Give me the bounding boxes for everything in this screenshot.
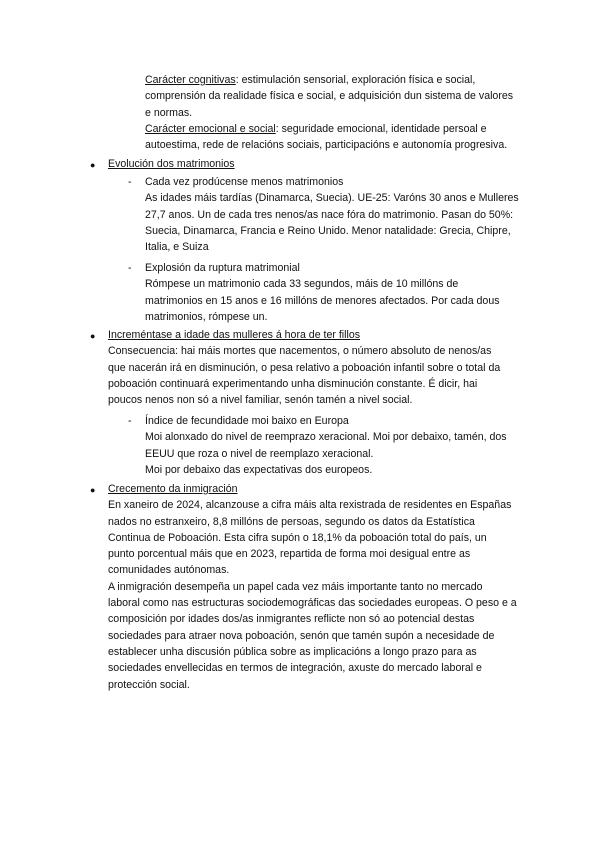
- marriage-point-1: [145, 174, 519, 255]
- text-line: comunidades autónomas.: [108, 564, 230, 577]
- immigration-section: [108, 481, 517, 693]
- text-line: e normas.: [145, 106, 193, 119]
- text-line: Continua de Poboación. Esta cifra supón o 18,1% da poboación total do país, un: [108, 531, 487, 544]
- point-title: Índice de fecundidade moi baixo en Europa: [145, 415, 349, 427]
- text-line: Rómpese un matrimonio cada 33 segundos, máis de 10 millóns de: [145, 278, 459, 291]
- text-line: que nacerán irá en disminución, o pesa relativo a poboación infantil sobre o total da: [108, 361, 501, 374]
- text-line: sociedades para atraer nova poboación, senón que tamén supón a necesidade de: [108, 629, 495, 642]
- text-line: nados no estranxeiro, 8,8 millóns de persoas, segundo os datos da Estatística: [108, 515, 475, 528]
- bullet-icon: ●: [90, 331, 96, 341]
- dash-icon: -: [128, 415, 132, 427]
- text-line: punto porcentual máis que en 2023, repartida de forma moi desigual entre as: [108, 548, 471, 561]
- text-line: protección social.: [108, 678, 190, 691]
- text-line: matrimonios, rómpese un.: [145, 310, 268, 323]
- dash-icon: -: [128, 262, 132, 274]
- marriage-point-2: [145, 260, 500, 325]
- cognitive-label: Carácter cognitivas: [145, 74, 236, 86]
- bullet-icon: ●: [90, 485, 96, 495]
- text-line: EEUU que roza o nivel de reemplazo xeracional.: [145, 447, 374, 460]
- text-line: sociedades envellecidas en termos de integración, axuste do mercado laboral e: [108, 662, 482, 675]
- text-line: laboral como nas estructuras sociodemográficas das sociedades europeas. O peso e a: [108, 597, 517, 610]
- emotional-label: Carácter emocional e social: [145, 122, 276, 135]
- text-line: Moi alonxado do nivel de reemprazo xeracional. Moi por debaixo, tamén, dos: [145, 431, 507, 444]
- text-line: A inmigración desempeña un papel cada vez máis importante tanto no mercado: [108, 580, 483, 593]
- text-line: poucos nenos non só a nivel familiar, senón tamén a nivel social.: [108, 394, 413, 407]
- emotional-text: : seguridade emocional, identidade persoal e: [275, 122, 487, 135]
- marriage-heading: Evolución dos matrimonios: [108, 158, 235, 170]
- character-list: [145, 72, 513, 153]
- text-line: As idades máis tardías (Dinamarca, Suecia). UE-25: Varóns 30 anos e Mulleres: [145, 192, 519, 205]
- text-line: composición por idades dos/as inmigrantes reflicte non só ao potencial destas: [108, 613, 475, 626]
- text-line: Consecuencia: hai máis mortes que nacementos, o número absoluto de nenos/as: [108, 345, 492, 358]
- age-section: [108, 327, 500, 408]
- text-line: Moi por debaixo das expectativas dos europeos.: [145, 463, 373, 476]
- cognitive-line: [145, 72, 513, 88]
- text-line: comprensión da realidade física e social, e adquisición dun sistema de valores: [145, 90, 514, 103]
- text-line: poboación continuará experimentando unha disminución constante. É dicir, hai: [108, 377, 478, 390]
- immigration-heading: Crecemento da inmigración: [108, 483, 238, 495]
- bullet-icon: ●: [90, 160, 96, 170]
- text-line: autoestima, rede de relacións sociais, participacións e autonomía progresiva.: [145, 139, 508, 152]
- text-line: Suecia, Dinamarca, Francia e Reino Unido. Menor natalidade: Grecia, Chipre,: [145, 224, 511, 237]
- point-title: Cada vez prodúcense menos matrimonios: [145, 176, 344, 188]
- emotional-line: [145, 121, 513, 137]
- text-line: En xaneiro de 2024, alcanzouse a cifra máis alta rexistrada de residentes en Españas: [108, 499, 512, 512]
- fertility-point: [145, 413, 507, 478]
- text-line: Italia, e Suiza: [145, 241, 209, 254]
- text-line: matrimonios en 15 anos e 16 millóns de menores afectados. Por cada dous: [145, 294, 500, 307]
- text-line: 27,7 anos. Un de cada tres nenos/as nace fóra do matrimonio. Pasan do 50%:: [145, 208, 514, 221]
- text-line: establecer unha discusión pública sobre as implicacións a longo prazo para as: [108, 645, 477, 658]
- point-title: Explosión da ruptura matrimonial: [145, 262, 300, 274]
- cognitive-text: : estimulación sensorial, exploración física e social,: [235, 74, 476, 86]
- marriage-heading-block: [108, 156, 235, 172]
- dash-icon: -: [128, 176, 132, 188]
- age-heading: Increméntase a idade das mulleres á hora de ter fillos: [108, 329, 361, 341]
